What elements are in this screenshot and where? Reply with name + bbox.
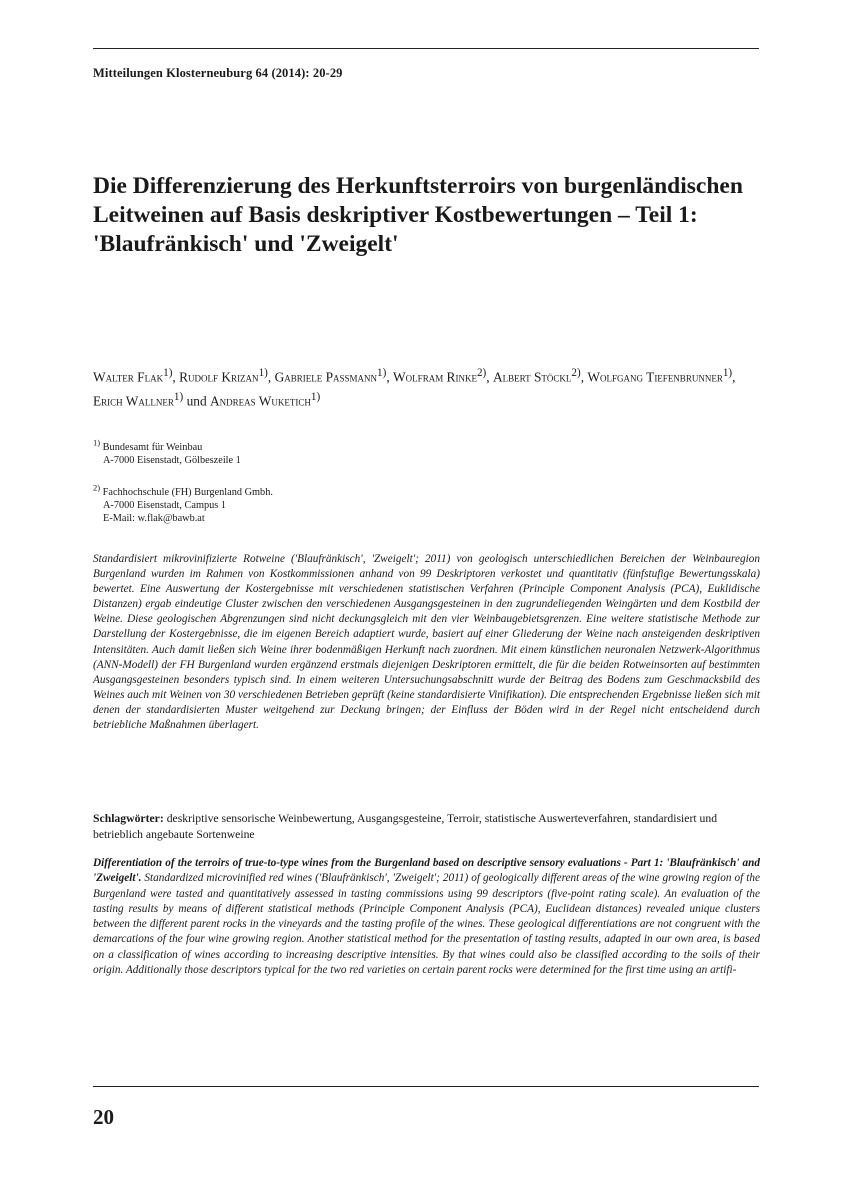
author-affiliation-marker: 2)	[571, 367, 581, 379]
author-name: Wolfram Rinke	[393, 369, 477, 385]
author-separator: ,	[172, 369, 180, 385]
journal-citation: Mitteilungen Klosterneuburg 64 (2014): 20-29	[93, 66, 343, 80]
abstract-german: Standardisiert mikrovinifizierte Rotweine ('Blaufränkisch', 'Zweigelt'; 2011) von geologisch unterschiedlichen Bereichen der Weinbauregion Burgenland wurden im Rahmen von Kostkommissionen anhand von 99 Deskriptoren verkostet und quantitativ (fünfstufige Bewertungsskala) bewertet. Eine Auswertung der Kostergebnisse mit verschiedenen statistischen Verfahren (Principle Component Analysis (PCA), Euklidische Distanzen) ergab eindeutige Cluster zwischen den verschiedenen Ausgangsgesteinen in den zugrundeliegenden Weingärten und dem Kostbild der Weine. Diese geologischen Abgrenzungen sind nicht deckungsgleich mit den vier Weinbaugebietsgrenzen. Eine weitere statistische Methode zur Darstellung der Kostergebnisse, die im eigenen Bereich adaptiert wurde, basiert auf einer Gliederung der Weine nach ansteigenden deskriptiven Intensitäten. Auch damit ließen sich Weine ihrer bodenmäßigen Herkunft nach zuordnen. Mit einem künstlichen neuronalen Netzwerk-Algorithmus (ANN-Modell) der FH Burgenland wurden ergänzend erstmals diejenigen Deskriptoren ermittelt, die für die beiden Rotweinsorten auf bestimmten Ausgangsgesteinen besonders typisch sind. In einem weiteren Untersuchungsabschnitt wurde der Beitrag des Bodens zum Geschmacksbild des Weines auch mit Weinen von 30 verschiedenen Betrieben geprüft (keine standardisierte Vinifikation). Die entsprechenden Ergebnisse ließen sich mit denen der standardisierten Muster weitgehend zur Deckung bringen; der Einfluss der Böden wird in der Regel nicht entscheidend durch betriebliche Maßnahmen überlagert.	[93, 553, 760, 732]
author-separator: ,	[580, 369, 588, 385]
author-name: Gabriele Passmann	[274, 369, 378, 385]
author-affiliation-marker: 1)	[173, 391, 184, 404]
author-name: Erich Wallner	[93, 393, 174, 409]
article-title: Die Differenzierung des Herkunftsterroirs von burgenländischen Leitweinen auf Basis deskriptiver Kostbewertungen – Teil 1: 'Blaufränkisch' und 'Zweigelt'	[93, 173, 743, 257]
keywords	[93, 811, 760, 842]
author-name: Rudolf Krizan	[179, 369, 259, 385]
author-name: Wolfgang Tiefenbrunner	[587, 369, 723, 385]
author-separator: ,	[267, 369, 275, 385]
author-affiliation-marker: 1)	[377, 367, 387, 379]
page-number: 20	[93, 1105, 114, 1129]
affiliation-number: 2)	[93, 482, 101, 493]
affiliation-1	[93, 437, 241, 467]
affiliation-email: E-Mail: w.flak@bawb.at	[103, 513, 205, 524]
affiliation-line: A-7000 Eisenstadt, Campus 1	[103, 500, 226, 511]
author-affiliation-marker: 1)	[163, 367, 173, 379]
affiliation-line: A-7000 Eisenstadt, Gölbeszeile 1	[103, 455, 241, 466]
author-list	[93, 363, 759, 412]
author-name: Walter Flak	[93, 369, 164, 385]
header-rule	[93, 48, 759, 49]
author-affiliation-marker: 2)	[476, 367, 487, 379]
author-affiliation-marker: 1)	[722, 367, 733, 379]
keywords-text: deskriptive sensorische Weinbewertung, Ausgangsgesteine, Terroir, statistische Auswerteverfahren, standardisiert und betrieblich angebaute Sortenweine	[93, 812, 718, 841]
author-affiliation-marker: 1)	[258, 367, 268, 379]
author-separator: und	[183, 393, 210, 409]
author-separator: ,	[386, 369, 394, 385]
abstract-english-text: Standardized microvinified red wines ('Blaufränkisch', 'Zweigelt'; 2011) of geologically different areas of the wine growing region of the Burgenland were tasted and quantitatively assessed in tasting commissions using 99 descriptors (five-point rating scale). An evaluation of the tasting results by means of different statistical methods (Principle Component Analysis (PCA), Euclidean distances) revealed unique clusters between the different parent rocks in the vineyards and the tasting profile of the wines. These geological differentiations are not congruent with the demarcations of the four wine growing region. Another statistical method for the presentation of tasting results, adapted in our own area, is based on a classification of wines according to increasing descriptive intensities. By that wines could also be classified according to the soils of their origin. Additionally those descriptors typical for the two red varieties on certain parent rocks were determined for the first time using an artifi-	[93, 872, 760, 977]
author-separator: ,	[486, 369, 493, 385]
footer-rule	[93, 1086, 759, 1087]
affiliation-line: Bundesamt für Weinbau	[102, 442, 203, 453]
keywords-label: Schlagwörter:	[93, 812, 164, 825]
author-name: Albert Stöckl	[492, 369, 572, 385]
affiliation-2	[93, 482, 273, 525]
affiliation-line: Fachhochschule (FH) Burgenland Gmbh.	[102, 487, 273, 498]
affiliation-number: 1)	[93, 437, 101, 448]
author-affiliation-marker: 1)	[310, 391, 321, 404]
abstract-english-title: Differentiation of the terroirs of true-to-type wines from the Burgenland based on descriptive sensory evaluations - Part 1: 'Blaufränkisch' and 'Zweigelt'.	[93, 857, 760, 885]
author-name: Andreas Wuketich	[210, 393, 311, 409]
author-separator: ,	[732, 369, 736, 385]
abstract-english	[93, 856, 760, 978]
